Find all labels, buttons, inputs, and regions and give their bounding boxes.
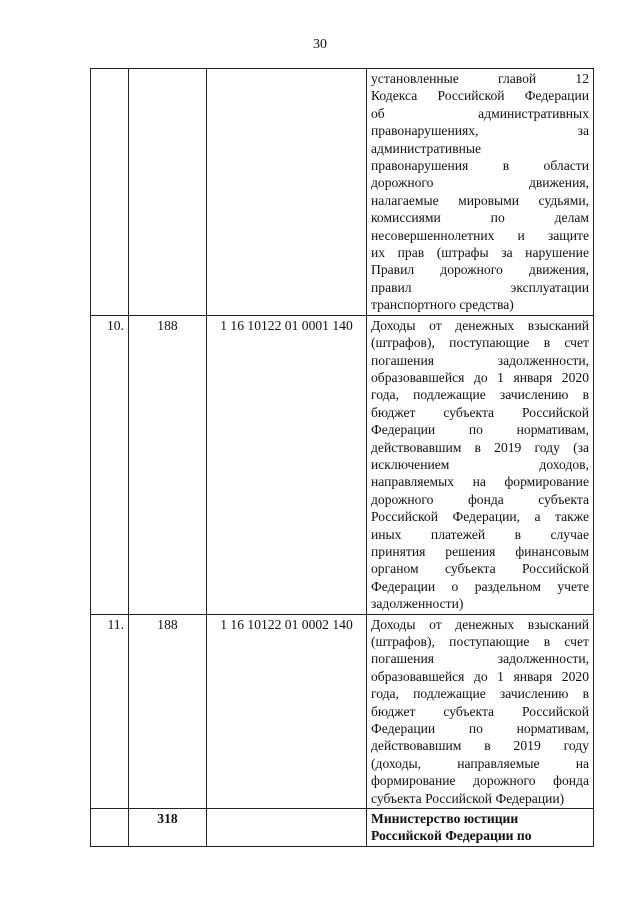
row-index-cell xyxy=(91,809,129,847)
description-line: об административных xyxy=(371,105,589,121)
row-index-cell: 11. xyxy=(91,614,129,808)
description-line: Правил дорожного движения, xyxy=(371,262,589,278)
kbk-code-cell xyxy=(207,69,367,316)
description-line: Российской Федерации, а также xyxy=(371,509,589,525)
description-line: формирование дорожного фонда xyxy=(371,773,589,789)
description-line: Российской Федерации по xyxy=(371,828,532,844)
description-line: административные xyxy=(371,140,482,156)
description-line: действовавшим в 2019 году (за xyxy=(371,439,589,455)
description-line: принятия решения финансовым xyxy=(371,543,589,559)
description-line: правил эксплуатации xyxy=(371,279,589,295)
description-line: Доходы от денежных взысканий xyxy=(371,616,589,632)
description-line: погашения задолженности, xyxy=(371,651,589,667)
description-line: субъекта Российской Федерации) xyxy=(371,790,565,806)
description-line: налагаемые мировыми судьями, xyxy=(371,192,589,208)
description-line: установленные главой 12 xyxy=(371,71,589,86)
description-line: их прав (штрафы за нарушение xyxy=(371,245,589,261)
description-line: комиссиями по делам xyxy=(371,210,589,226)
description-line: (штрафов), поступающие в счет xyxy=(371,335,589,351)
table-row xyxy=(91,809,594,847)
description-line: задолженности) xyxy=(371,596,464,612)
description-line: несовершеннолетних и защите xyxy=(371,227,589,243)
table-row xyxy=(91,315,594,614)
description-line: бюджет субъекта Российской xyxy=(371,404,589,420)
description-line: дорожного движения, xyxy=(371,175,589,191)
description-line: (штрафов), поступающие в счет xyxy=(371,634,589,649)
description-line: образовавшейся до 1 января 2020 xyxy=(371,668,589,684)
description-cell xyxy=(367,315,594,614)
kbk-code-cell: 1 16 10122 01 0001 140 xyxy=(207,315,367,614)
admin-code-cell: 188 xyxy=(129,614,207,808)
description-line: действовавшим в 2019 году xyxy=(371,738,589,754)
description-cell xyxy=(367,614,594,808)
description-line: года, подлежащие зачислению в xyxy=(371,387,589,403)
description-line: Федерации по нормативам, xyxy=(371,721,589,737)
admin-code-cell xyxy=(129,69,207,316)
description-line: Министерство юстиции xyxy=(371,811,519,827)
table-row xyxy=(91,614,594,808)
description-cell xyxy=(367,69,594,316)
description-line: (доходы, направляемые на xyxy=(371,755,589,771)
description-line: правонарушениях, за xyxy=(371,123,589,139)
row-index-cell xyxy=(91,69,129,316)
description-line: бюджет субъекта Российской xyxy=(371,703,589,719)
description-line: Федерации о раздельном учете xyxy=(371,578,589,594)
description-line: Федерации по нормативам, xyxy=(371,422,589,438)
revenue-codes-table xyxy=(90,68,594,847)
description-line: исключением доходов, xyxy=(371,456,589,472)
description-line: органом субъекта Российской xyxy=(371,561,589,577)
description-cell xyxy=(367,809,594,847)
admin-code-cell: 188 xyxy=(129,315,207,614)
description-line: Кодекса Российской Федерации xyxy=(371,88,589,104)
table-row xyxy=(91,69,594,316)
description-line: года, подлежащие зачислению в xyxy=(371,686,589,702)
description-line: направляемых на формирование xyxy=(371,474,589,490)
description-line: погашения задолженности, xyxy=(371,352,589,368)
description-line: Доходы от денежных взысканий xyxy=(371,317,589,333)
admin-code-cell: 318 xyxy=(129,809,207,847)
page-number: 30 xyxy=(313,37,327,52)
kbk-code-cell: 1 16 10122 01 0002 140 xyxy=(207,614,367,808)
description-line: транспортного средства) xyxy=(371,297,514,313)
row-index-cell: 10. xyxy=(91,315,129,614)
description-line: иных платежей в случае xyxy=(371,526,589,542)
description-line: образовавшейся до 1 января 2020 xyxy=(371,369,589,385)
description-line: дорожного фонда субъекта xyxy=(371,491,589,507)
description-line: правонарушения в области xyxy=(371,158,589,174)
kbk-code-cell xyxy=(207,809,367,847)
